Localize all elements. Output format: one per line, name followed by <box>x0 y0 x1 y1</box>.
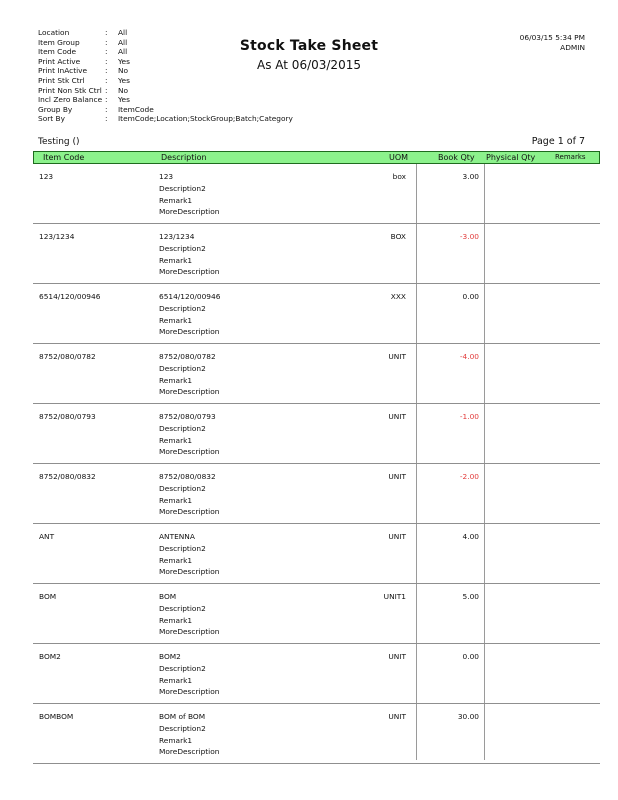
param-value: All <box>118 47 128 57</box>
description-line: Description2 <box>159 183 206 193</box>
remarks-cell[interactable] <box>552 164 600 223</box>
book-qty-cell: 30.00 <box>457 712 479 721</box>
description-cell <box>159 291 220 338</box>
param-row: Print Stk Ctrl : Yes <box>38 75 130 85</box>
header-book-qty: Book Qty <box>438 153 475 162</box>
param-row: Print InActive : No <box>38 66 129 76</box>
description-line: Remark1 <box>159 195 193 205</box>
table-row <box>33 344 600 404</box>
description-line: MoreDescription <box>159 567 220 577</box>
report-title: Stock Take Sheet <box>239 38 379 54</box>
table-row <box>33 464 600 524</box>
uom-cell: UNIT <box>388 532 406 541</box>
description-line: Remark1 <box>159 735 193 745</box>
param-label: Print Non Stk Ctrl <box>38 85 102 95</box>
uom-cell: box <box>392 172 406 181</box>
uom-cell: UNIT <box>388 712 406 721</box>
param-label: Item Code <box>38 47 77 57</box>
description-cell <box>159 231 219 278</box>
description-line: Description2 <box>159 423 206 433</box>
item-code-cell: BOMBOM <box>39 712 74 721</box>
description-line: MoreDescription <box>159 627 220 637</box>
uom-cell: UNIT <box>388 472 406 481</box>
physical-qty-cell[interactable] <box>485 584 551 643</box>
table-row <box>33 284 600 344</box>
param-row: Location : All <box>38 28 128 37</box>
param-value: No <box>118 66 129 76</box>
description-line: Description2 <box>159 603 206 613</box>
param-label: Item Group <box>38 37 80 47</box>
physical-qty-cell[interactable] <box>485 644 551 703</box>
description-line: 123/1234 <box>159 232 195 241</box>
table-row <box>33 524 600 584</box>
description-line: Remark1 <box>159 615 193 625</box>
physical-qty-cell[interactable] <box>485 524 551 583</box>
uom-cell: BOX <box>390 232 406 241</box>
description-line: MoreDescription <box>159 447 220 457</box>
description-line: Remark1 <box>159 675 193 685</box>
item-code-cell: 8752/080/0782 <box>39 352 96 361</box>
param-label: Group By <box>38 104 73 114</box>
table-header <box>33 151 600 164</box>
description-line: Remark1 <box>159 315 193 325</box>
param-label: Sort By <box>38 114 65 124</box>
description-line: MoreDescription <box>159 387 220 397</box>
description-line: MoreDescription <box>159 327 220 337</box>
book-qty-cell: 0.00 <box>462 292 479 301</box>
param-value: Yes <box>118 75 130 85</box>
param-label: Print Active <box>38 56 81 66</box>
description-line: MoreDescription <box>159 207 220 217</box>
description-line: Description2 <box>159 483 206 493</box>
remarks-cell[interactable] <box>552 704 600 763</box>
physical-qty-cell[interactable] <box>485 464 551 523</box>
book-qty-cell: 0.00 <box>462 652 479 661</box>
group-label: Testing () <box>38 137 80 147</box>
param-value: All <box>118 28 128 37</box>
remarks-cell[interactable] <box>552 464 600 523</box>
param-value: All <box>118 37 128 47</box>
item-code-cell: 123/1234 <box>39 232 75 241</box>
table-row <box>33 644 600 704</box>
item-code-cell: 123 <box>39 172 54 181</box>
description-line: BOM2 <box>159 652 181 661</box>
header-uom: UOM <box>389 153 409 162</box>
param-row: Group By : ItemCode <box>38 104 154 114</box>
description-line: Description2 <box>159 303 206 313</box>
book-qty-cell: -3.00 <box>459 232 479 241</box>
description-line: Description2 <box>159 723 206 733</box>
param-value: ItemCode <box>118 104 154 114</box>
param-row: Item Group : All <box>38 37 128 47</box>
remarks-cell[interactable] <box>552 284 600 343</box>
param-row: Sort By : ItemCode;Location;StockGroup;Batch;Category <box>38 114 293 124</box>
description-line: Description2 <box>159 363 206 373</box>
description-line: MoreDescription <box>159 267 220 277</box>
report-user: ADMIN <box>560 42 585 52</box>
uom-cell: XXX <box>390 292 406 301</box>
table-row <box>33 584 600 644</box>
description-line: Remark1 <box>159 435 193 445</box>
report-subtitle: As At 06/03/2015 <box>257 58 361 72</box>
header-remarks: Remarks <box>555 153 586 161</box>
remarks-cell[interactable] <box>552 644 600 703</box>
physical-qty-cell[interactable] <box>485 704 551 763</box>
uom-cell: UNIT <box>388 652 406 661</box>
item-code-cell: 8752/080/0832 <box>39 472 96 481</box>
description-cell <box>159 591 219 638</box>
param-value: ItemCode;Location;StockGroup;Batch;Category <box>118 114 293 124</box>
physical-qty-cell[interactable] <box>485 404 551 463</box>
table-row <box>33 224 600 284</box>
param-label: Print Stk Ctrl <box>38 75 85 85</box>
physical-qty-cell[interactable] <box>485 344 551 403</box>
report-meta <box>520 33 585 52</box>
book-qty-cell: 5.00 <box>462 592 479 601</box>
physical-qty-cell[interactable] <box>485 224 551 283</box>
remarks-cell[interactable] <box>552 524 600 583</box>
description-line: 6514/120/00946 <box>159 292 221 301</box>
page-number: Page 1 of 7 <box>531 136 585 147</box>
book-qty-cell: -4.00 <box>459 352 479 361</box>
description-line: MoreDescription <box>159 507 220 517</box>
header-item-code: Item Code <box>43 153 85 162</box>
book-qty-cell: 4.00 <box>462 532 479 541</box>
description-cell <box>159 711 219 758</box>
param-label: Incl Zero Balance <box>38 95 103 105</box>
book-qty-cell: -1.00 <box>459 412 479 421</box>
item-code-cell: BOM <box>39 592 57 601</box>
description-line: Remark1 <box>159 495 193 505</box>
item-code-cell: 8752/080/0793 <box>39 412 96 421</box>
description-line: 8752/080/0782 <box>159 352 216 361</box>
table-row <box>33 404 600 464</box>
remarks-cell[interactable] <box>552 224 600 283</box>
report-datetime: 06/03/15 5:34 PM <box>519 33 585 42</box>
param-value: Yes <box>118 56 130 66</box>
description-line: Remark1 <box>159 375 193 385</box>
description-line: Description2 <box>159 663 206 673</box>
description-line: Description2 <box>159 243 206 253</box>
param-value: No <box>118 85 129 95</box>
description-line: Remark1 <box>159 555 193 565</box>
remarks-cell[interactable] <box>552 404 600 463</box>
description-line: 8752/080/0793 <box>159 412 216 421</box>
param-value: Yes <box>118 95 130 105</box>
uom-cell: UNIT1 <box>383 592 406 601</box>
description-line: BOM <box>159 592 177 601</box>
description-cell <box>159 531 219 578</box>
remarks-cell[interactable] <box>552 344 600 403</box>
header-physical-qty: Physical Qty <box>486 153 536 162</box>
description-line: MoreDescription <box>159 747 220 757</box>
param-row: Print Active : Yes <box>38 56 130 66</box>
physical-qty-cell[interactable] <box>485 164 551 223</box>
description-line: ANTENNA <box>159 532 195 541</box>
remarks-cell[interactable] <box>552 584 600 643</box>
book-qty-cell: 3.00 <box>462 172 479 181</box>
description-cell <box>159 651 219 698</box>
description-line: 8752/080/0832 <box>159 472 216 481</box>
item-code-cell: ANT <box>39 532 55 541</box>
description-line: BOM of BOM <box>159 712 206 721</box>
uom-cell: UNIT <box>388 412 406 421</box>
table-row <box>33 704 600 764</box>
description-cell <box>159 171 219 218</box>
uom-cell: UNIT <box>388 352 406 361</box>
header-description: Description <box>161 153 207 162</box>
param-label: Location <box>38 28 70 37</box>
param-label: Print InActive <box>38 66 88 76</box>
param-row: Print Non Stk Ctrl : No <box>38 85 129 95</box>
description-cell <box>159 411 219 458</box>
stock-table <box>33 164 600 764</box>
item-code-cell: BOM2 <box>39 652 61 661</box>
description-line: 123 <box>159 172 174 181</box>
item-code-cell: 6514/120/00946 <box>39 292 101 301</box>
description-line: Description2 <box>159 543 206 553</box>
book-qty-cell: -2.00 <box>459 472 479 481</box>
description-line: MoreDescription <box>159 687 220 697</box>
physical-qty-cell[interactable] <box>485 284 551 343</box>
param-row: Incl Zero Balance : Yes <box>38 95 130 105</box>
description-cell <box>159 351 219 398</box>
table-row <box>33 164 600 224</box>
description-line: Remark1 <box>159 255 193 265</box>
description-cell <box>159 471 219 518</box>
param-row: Item Code : All <box>38 47 128 57</box>
